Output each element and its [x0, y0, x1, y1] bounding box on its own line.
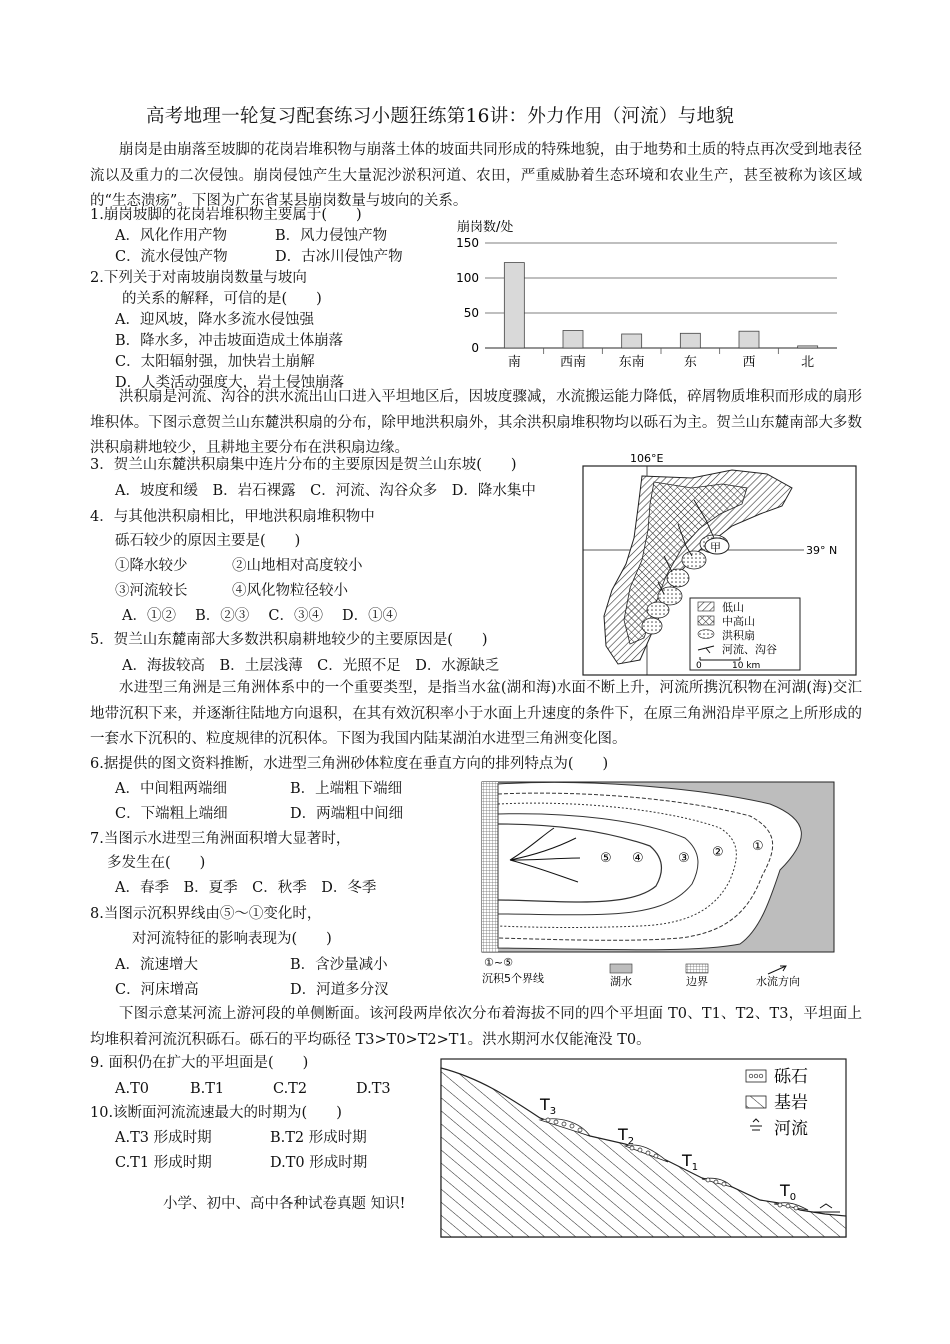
- question-4-stem-line2: 砾石较少的原因主要是( ): [115, 533, 301, 549]
- question-8-option-a: A．流速增大: [115, 957, 198, 973]
- map-latitude-label: 39° N: [806, 544, 838, 557]
- question-10-stem: 10.该断面河流流速最大的时期为( ): [90, 1105, 342, 1121]
- map-longitude-label: 106°E: [630, 452, 664, 465]
- delta-boundary-1: ①: [752, 839, 764, 854]
- legend-lake-water: 湖水: [610, 975, 632, 988]
- chart-category-label: 东南: [618, 355, 645, 370]
- question-2-option-d: D．人类活动强度大，岩土侵蚀崩落: [115, 375, 345, 391]
- question-2-option-a: A．迎风坡，降水多流水侵蚀强: [115, 312, 314, 328]
- question-3-stem: 3．贺兰山东麓洪积扇集中连片分布的主要原因是贺兰山东坡( ): [90, 457, 517, 473]
- question-1-stem: 1.崩岗坡脚的花岗岩堆积物主要属于( ): [90, 207, 362, 223]
- alluvial-fan-map: [582, 448, 857, 676]
- chart-category-label: 北: [801, 355, 815, 370]
- legend-gravel: 砾石: [774, 1067, 808, 1087]
- question-8-option-c: C．河床增高: [115, 982, 199, 998]
- question-2-option-c: C．太阳辐射强，加快岩土崩解: [115, 354, 315, 370]
- river-terrace-section: [440, 1058, 850, 1240]
- legend-high-mountain: 中高山: [722, 615, 755, 628]
- chart-category-label: 南: [507, 355, 521, 370]
- chart-y-tick-label: 150: [456, 236, 479, 250]
- question-5-options: A．海拔较高 B．土层浅薄 C．光照不足 D．水源缺乏: [122, 658, 500, 674]
- question-2-option-b: B．降水多，冲击坡面造成土体崩落: [115, 333, 344, 349]
- question-1-option-c: C．流水侵蚀产物: [115, 249, 228, 265]
- terrace-t3-label: $T_3$: [540, 1095, 557, 1117]
- question-4-item-3: ③河流较长: [115, 583, 188, 599]
- question-6-option-b: B．上端粗下端细: [290, 781, 403, 797]
- delta-boundary-2: ②: [712, 845, 724, 860]
- legend-border: 边界: [686, 975, 708, 988]
- page-title: 高考地理一轮复习配套练习小题狂练第16讲：外力作用（河流）与地貌: [146, 106, 735, 127]
- question-2-stem-line2: 的关系的解释，可信的是( ): [122, 291, 322, 307]
- legend-river-gully: 河流、沟谷: [722, 643, 777, 656]
- question-9-option-a: A.T0: [115, 1081, 149, 1097]
- collapse-gully-bar-chart: [445, 213, 845, 373]
- question-8-stem-line2: 对河流特征的影响表现为( ): [132, 931, 332, 947]
- legend-bedrock: 基岩: [774, 1093, 808, 1113]
- chart-bar: [622, 334, 642, 348]
- question-7-stem-line2: 多发生在( ): [107, 855, 206, 871]
- chart-category-label: 西南: [559, 355, 587, 370]
- chart-bar: [739, 331, 759, 348]
- chart-y-axis-label: 崩岗数/处: [457, 220, 514, 235]
- chart-category-label: 东: [683, 355, 697, 370]
- legend-boundary-range: ①~⑤: [484, 956, 513, 969]
- question-4-item-2: ②山地相对高度较小: [232, 558, 363, 574]
- chart-bar: [504, 263, 524, 348]
- delta-change-diagram: [480, 780, 840, 988]
- question-9-option-b: B.T1: [190, 1081, 225, 1097]
- question-10-option-b: B.T2 形成时期: [270, 1130, 367, 1146]
- chart-bar: [798, 346, 818, 348]
- legend-flow-direction: 水流方向: [756, 975, 800, 988]
- question-2-stem-line1: 2.下列关于对南坡崩岗数量与坡向: [90, 270, 307, 286]
- question-5-stem: 5．贺兰山东麓南部大多数洪积扇耕地较少的主要原因是( ): [90, 632, 488, 648]
- terrace-t1-label: $T_1$: [682, 1151, 699, 1173]
- chart-category-label: 西: [742, 355, 756, 370]
- map-place-jia: 甲: [710, 541, 721, 554]
- intro-paragraph-1: 崩岗是由崩落至坡脚的花岗岩堆积物与崩落土体的坡面共同形成的特殊地貌，由于地势和土质的特点再次受到地表径流以及重力的二次侵蚀。崩岗侵蚀产生大量泥沙淤积河道、农田，严重威胁着生态环境和农业生产，甚至被称为该区域的“生态溃疡”。下图为广东省某县崩岗数量与坡向的关系。: [90, 142, 862, 209]
- legend-alluvial-fan: 洪积扇: [722, 629, 755, 642]
- scale-ten-km: 10 km: [732, 661, 761, 671]
- legend-low-mountain: 低山: [722, 601, 744, 614]
- chart-bar: [563, 331, 583, 349]
- question-1-option-a: A．风化作用产物: [115, 228, 227, 244]
- chart-y-tick-label: 100: [456, 271, 479, 285]
- question-6-option-d: D．两端粗中间细: [290, 806, 404, 822]
- footer-note: 小学、初中、高中各种试卷真题 知识!: [163, 1196, 406, 1212]
- question-4-options: A．①② B．②③ C．③④ D．①④: [122, 608, 398, 624]
- chart-y-tick-label: 50: [463, 306, 479, 320]
- intro-paragraph-2: 洪积扇是河流、沟谷的洪水流出山口进入平坦地区后，因坡度骤减，水流搬运能力降低，碎屑物质堆积而形成的扇形堆积体。下图示意贺兰山东麓洪积扇的分布，除甲地洪积扇外，其余洪积扇堆积物均以砾石为主。贺兰山东麓南部大多数洪积扇耕地较少，且耕地主要分布在洪积扇边缘。: [90, 389, 862, 456]
- legend-river: 河流: [774, 1119, 808, 1139]
- question-8-option-b: B．含沙量减小: [290, 957, 388, 973]
- scale-zero: 0: [696, 661, 702, 671]
- question-10-option-d: D.T0 形成时期: [270, 1155, 368, 1171]
- delta-boundary-3: ③: [678, 851, 690, 866]
- question-7-stem-line1: 7.当图示水进型三角洲面积增大显著时，: [90, 831, 351, 847]
- legend-five-boundaries: 沉积5个界线: [482, 972, 544, 985]
- question-6-option-a: A．中间粗两端细: [115, 781, 227, 797]
- delta-boundary-4: ④: [632, 851, 644, 866]
- delta-boundary-5: ⑤: [600, 851, 612, 866]
- question-9-option-d: D.T3: [356, 1081, 391, 1097]
- question-1-option-b: B．风力侵蚀产物: [275, 228, 388, 244]
- question-8-stem-line1: 8.当图示沉积界线由⑤～①变化时，: [90, 906, 322, 922]
- intro-paragraph-4: 下图示意某河流上游河段的单侧断面。该河段两岸依次分布着海拔不同的四个平坦面 T0、T1、T2、T3，平坦面上均堆积着河流沉积砾石。砾石的平均砾径 T3>T0>T2>T1。洪水期河水仅能淹没 T0。: [90, 1006, 862, 1048]
- question-9-option-c: C.T2: [273, 1081, 308, 1097]
- question-4-stem-line1: 4．与其他洪积扇相比，甲地洪积扇堆积物中: [90, 509, 375, 525]
- question-6-stem: 6.据提供的图文资料推断，水进型三角洲砂体粒度在垂直方向的排列特点为( ): [90, 756, 609, 772]
- question-6-option-c: C．下端粗上端细: [115, 806, 228, 822]
- question-4-item-4: ④风化物粒径较小: [232, 583, 348, 599]
- question-8-option-d: D．河道多分汊: [290, 982, 389, 998]
- question-10-option-c: C.T1 形成时期: [115, 1155, 212, 1171]
- intro-paragraph-3: 水进型三角洲是三角洲体系中的一个重要类型，是指当水盆(湖和海)水面不断上升，河流所携沉积物在河湖(海)交汇地带沉积下来，并逐渐往陆地方向退积，在其有效沉积率小于水面上升速度的条件下，在原三角洲沿岸平原之上所形成的一套水下沉积的、粒度规律的沉积体。下图为我国内陆某湖泊水进型三角洲变化图。: [90, 680, 862, 747]
- question-3-options: A．坡度和缓 B．岩石裸露 C．河流、沟谷众多 D．降水集中: [115, 483, 536, 499]
- terrace-t0-label: $T_0$: [780, 1181, 797, 1203]
- question-1-option-d: D．古冰川侵蚀产物: [275, 249, 403, 265]
- question-9-stem: 9. 面积仍在扩大的平坦面是( ): [90, 1055, 309, 1071]
- terrace-t2-label: $T_2$: [618, 1125, 635, 1147]
- question-10-option-a: A.T3 形成时期: [115, 1130, 212, 1146]
- question-7-options: A．春季 B．夏季 C．秋季 D．冬季: [115, 880, 377, 896]
- chart-bar: [680, 333, 700, 348]
- chart-y-tick-label: 0: [471, 341, 479, 355]
- question-4-item-1: ①降水较少: [115, 558, 188, 574]
